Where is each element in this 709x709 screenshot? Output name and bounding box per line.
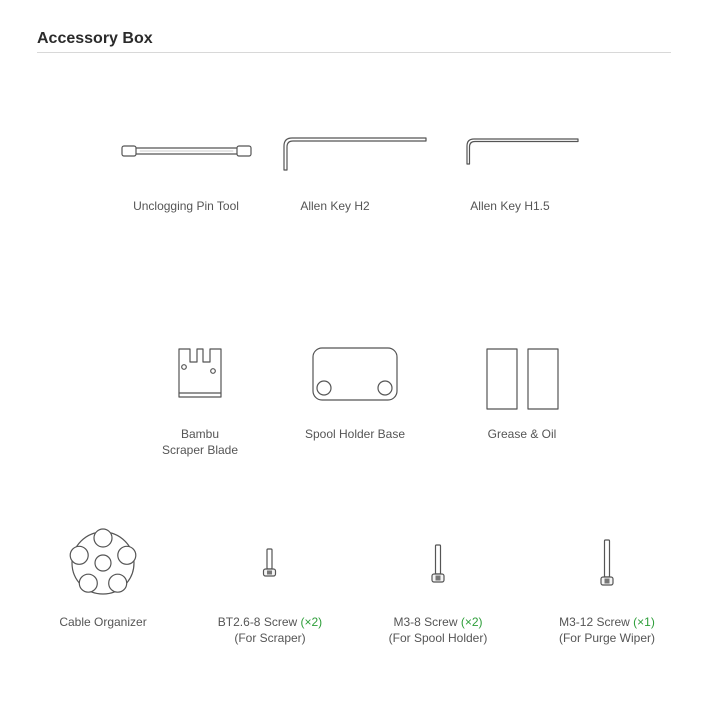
scraper-blade-label-line1: Bambu — [180, 427, 220, 441]
bt26-screw-quantity: (×2) — [300, 615, 323, 629]
spool-holder-base-label: Spool Holder Base — [304, 427, 406, 441]
bt26-screw-name: BT2.6-8 Screw — [217, 615, 298, 629]
cable-organizer-label: Cable Organizer — [59, 615, 147, 629]
m312-screw-quantity: (×1) — [633, 615, 655, 629]
unclogging-pin-label: Unclogging Pin Tool — [133, 199, 239, 213]
scraper-blade-label-line2: Scraper Blade — [161, 443, 239, 457]
m312-screw-label — [542, 614, 672, 646]
m312-screw-note: (For Purge Wiper) — [558, 631, 656, 645]
allen-key-h15-label: Allen Key H1.5 — [470, 199, 550, 213]
page-title: Accessory Box — [37, 30, 153, 47]
allen-key-h2-label: Allen Key H2 — [300, 199, 370, 213]
m38-screw-name: M3-8 Screw — [393, 615, 458, 629]
m38-screw-quantity: (×2) — [460, 615, 483, 629]
m312-screw-name: M3-12 Screw — [559, 615, 630, 629]
bt26-screw-note: (For Scraper) — [234, 631, 306, 645]
grease-oil-label: Grease & Oil — [487, 427, 557, 441]
m38-screw-note: (For Spool Holder) — [388, 631, 488, 645]
